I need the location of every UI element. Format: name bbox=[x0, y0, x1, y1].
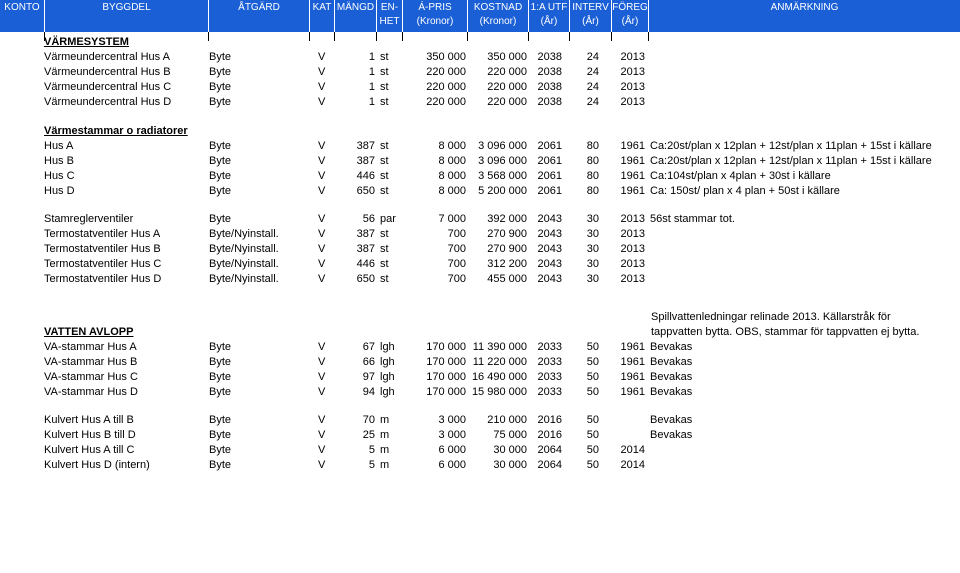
header-utf bbox=[528, 0, 569, 32]
cell-enhet: par bbox=[380, 213, 396, 225]
table-row bbox=[0, 257, 960, 272]
cell-anm: Bevakas bbox=[650, 414, 693, 426]
cell-apris: 700 bbox=[447, 273, 466, 285]
cell-byggdel: VA-stammar Hus A bbox=[44, 341, 137, 353]
cell-kat: V bbox=[318, 81, 326, 93]
cell-kostnad: 210 000 bbox=[487, 414, 527, 426]
cell-kat: V bbox=[318, 66, 326, 78]
cell-foreg: 2013 bbox=[620, 258, 645, 270]
cell-kat: V bbox=[318, 356, 326, 368]
cell-atgard: Byte bbox=[209, 81, 232, 93]
va-note-line1: Spillvattenledningar relinade 2013. Källarstråk för bbox=[651, 311, 891, 323]
header-byggdel-label: BYGGDEL bbox=[102, 2, 151, 13]
cell-utf: 2043 bbox=[537, 258, 562, 270]
cell-apris: 8 000 bbox=[438, 155, 466, 167]
cell-byggdel: Termostatventiler Hus C bbox=[44, 258, 162, 270]
cell-foreg: 1961 bbox=[620, 371, 645, 383]
column-separator bbox=[648, 32, 649, 41]
cell-interv: 30 bbox=[586, 243, 599, 255]
table-row bbox=[0, 272, 960, 287]
cell-enhet: st bbox=[380, 155, 389, 167]
cell-atgard: Byte bbox=[209, 371, 232, 383]
cell-apris: 700 bbox=[447, 228, 466, 240]
cell-enhet: st bbox=[380, 81, 389, 93]
cell-interv: 24 bbox=[586, 96, 599, 108]
header-interv bbox=[569, 0, 611, 32]
cell-apris: 170 000 bbox=[426, 341, 466, 353]
cell-kostnad: 270 900 bbox=[487, 228, 527, 240]
cell-anm: Ca:20st/plan x 12plan + 12st/plan x 11plan + 15st i källare bbox=[650, 155, 932, 167]
cell-kat: V bbox=[318, 213, 326, 225]
cell-interv: 50 bbox=[586, 341, 599, 353]
cell-mangd: 387 bbox=[356, 228, 375, 240]
cell-mangd: 25 bbox=[362, 429, 375, 441]
cell-byggdel: Värmeundercentral Hus A bbox=[44, 51, 170, 63]
cell-foreg: 2014 bbox=[620, 459, 645, 471]
header-foreg bbox=[611, 0, 648, 32]
cell-atgard: Byte bbox=[209, 155, 232, 167]
cell-atgard: Byte bbox=[209, 185, 232, 197]
cell-apris: 700 bbox=[447, 243, 466, 255]
cell-interv: 50 bbox=[586, 444, 599, 456]
table-row bbox=[0, 458, 960, 473]
header-konto-label: KONTO bbox=[4, 2, 40, 13]
cell-kat: V bbox=[318, 96, 326, 108]
cell-kostnad: 220 000 bbox=[487, 81, 527, 93]
cell-atgard: Byte bbox=[209, 140, 232, 152]
cell-atgard: Byte bbox=[209, 444, 232, 456]
cell-kostnad: 3 096 000 bbox=[478, 155, 527, 167]
cell-utf: 2043 bbox=[537, 243, 562, 255]
cell-apris: 220 000 bbox=[426, 81, 466, 93]
cell-utf: 2043 bbox=[537, 213, 562, 225]
cell-atgard: Byte bbox=[209, 459, 232, 471]
cell-atgard: Byte bbox=[209, 96, 232, 108]
table-row bbox=[0, 169, 960, 184]
cell-foreg: 1961 bbox=[620, 185, 645, 197]
header-kostnad bbox=[467, 0, 528, 32]
cell-foreg: 1961 bbox=[620, 170, 645, 182]
header-enhet-line2: HET bbox=[379, 16, 400, 27]
table-row bbox=[0, 340, 960, 355]
table-row bbox=[0, 95, 960, 110]
header-kat-label: KAT bbox=[312, 2, 332, 13]
cell-kat: V bbox=[318, 243, 326, 255]
cell-apris: 700 bbox=[447, 258, 466, 270]
header-atgard-label: ÅTGÄRD bbox=[238, 2, 280, 13]
cell-kat: V bbox=[318, 429, 326, 441]
cell-byggdel: Hus B bbox=[44, 155, 74, 167]
column-separator bbox=[528, 32, 529, 41]
cell-foreg: 2014 bbox=[620, 444, 645, 456]
cell-apris: 8 000 bbox=[438, 185, 466, 197]
cell-utf: 2033 bbox=[537, 356, 562, 368]
cell-foreg: 2013 bbox=[620, 81, 645, 93]
cell-mangd: 650 bbox=[356, 273, 375, 285]
table-row bbox=[0, 370, 960, 385]
cell-enhet: st bbox=[380, 51, 389, 63]
table-row bbox=[0, 80, 960, 95]
header-apris bbox=[402, 0, 467, 32]
cell-mangd: 446 bbox=[356, 258, 375, 270]
table-row bbox=[0, 212, 960, 227]
cell-byggdel: Termostatventiler Hus D bbox=[44, 273, 162, 285]
cell-foreg: 2013 bbox=[620, 66, 645, 78]
section-varmesystem: VÄRMESYSTEM bbox=[44, 36, 129, 48]
cell-byggdel: Kulvert Hus A till B bbox=[44, 414, 134, 426]
cell-atgard: Byte/Nyinstall. bbox=[209, 228, 279, 240]
cell-kostnad: 3 568 000 bbox=[478, 170, 527, 182]
header-foreg-line1: FÖREG bbox=[612, 2, 648, 13]
cell-kostnad: 455 000 bbox=[487, 273, 527, 285]
cell-interv: 50 bbox=[586, 371, 599, 383]
cell-kat: V bbox=[318, 371, 326, 383]
column-separator bbox=[402, 32, 403, 41]
table-row bbox=[0, 65, 960, 80]
cell-anm: Ca:104st/plan x 4plan + 30st i källare bbox=[650, 170, 831, 182]
cell-apris: 3 000 bbox=[438, 429, 466, 441]
cell-kat: V bbox=[318, 185, 326, 197]
cell-mangd: 1 bbox=[368, 96, 375, 108]
header-interv-line1: INTERV bbox=[572, 2, 609, 13]
cell-mangd: 1 bbox=[368, 51, 375, 63]
header-mangd-label: MÄNGD bbox=[336, 2, 375, 13]
header-interv-line2: (År) bbox=[582, 16, 599, 27]
cell-kostnad: 392 000 bbox=[487, 213, 527, 225]
cell-utf: 2043 bbox=[537, 228, 562, 240]
cell-apris: 8 000 bbox=[438, 170, 466, 182]
cell-kostnad: 5 200 000 bbox=[478, 185, 527, 197]
cell-kat: V bbox=[318, 258, 326, 270]
cell-atgard: Byte bbox=[209, 414, 232, 426]
cell-apris: 170 000 bbox=[426, 386, 466, 398]
cell-byggdel: VA-stammar Hus B bbox=[44, 356, 138, 368]
header-apris-line2: (Kronor) bbox=[416, 16, 454, 27]
cell-interv: 80 bbox=[586, 140, 599, 152]
cell-apris: 8 000 bbox=[438, 140, 466, 152]
cell-mangd: 387 bbox=[356, 243, 375, 255]
cell-kat: V bbox=[318, 459, 326, 471]
table-row bbox=[0, 385, 960, 400]
cell-anm: Bevakas bbox=[650, 371, 693, 383]
cell-interv: 50 bbox=[586, 459, 599, 471]
cell-kat: V bbox=[318, 51, 326, 63]
cell-apris: 6 000 bbox=[438, 444, 466, 456]
cell-mangd: 1 bbox=[368, 81, 375, 93]
cell-kostnad: 220 000 bbox=[487, 66, 527, 78]
column-separator bbox=[611, 32, 612, 41]
cell-utf: 2061 bbox=[537, 140, 562, 152]
cell-interv: 80 bbox=[586, 185, 599, 197]
cell-atgard: Byte bbox=[209, 51, 232, 63]
cell-byggdel: Hus A bbox=[44, 140, 74, 152]
table-row bbox=[0, 139, 960, 154]
cell-atgard: Byte bbox=[209, 356, 232, 368]
table-row bbox=[0, 50, 960, 65]
cell-utf: 2016 bbox=[537, 429, 562, 441]
cell-byggdel: Kulvert Hus A till C bbox=[44, 444, 135, 456]
cell-kostnad: 30 000 bbox=[493, 459, 527, 471]
table-row bbox=[0, 184, 960, 199]
cell-mangd: 66 bbox=[362, 356, 375, 368]
header-enhet-line1: EN- bbox=[380, 2, 399, 13]
cell-byggdel: Värmeundercentral Hus C bbox=[44, 81, 172, 93]
cell-utf: 2061 bbox=[537, 155, 562, 167]
cell-enhet: lgh bbox=[380, 386, 395, 398]
cell-mangd: 97 bbox=[362, 371, 375, 383]
cell-mangd: 1 bbox=[368, 66, 375, 78]
cell-utf: 2033 bbox=[537, 341, 562, 353]
cell-kat: V bbox=[318, 273, 326, 285]
cell-mangd: 446 bbox=[356, 170, 375, 182]
cell-interv: 50 bbox=[586, 414, 599, 426]
column-separator bbox=[376, 32, 377, 41]
cell-foreg: 1961 bbox=[620, 140, 645, 152]
cell-mangd: 94 bbox=[362, 386, 375, 398]
cell-utf: 2043 bbox=[537, 273, 562, 285]
cell-mangd: 5 bbox=[368, 459, 375, 471]
cell-enhet: st bbox=[380, 258, 389, 270]
cell-mangd: 67 bbox=[362, 341, 375, 353]
header-utf-line1: 1:A UTF bbox=[530, 2, 568, 13]
cell-mangd: 387 bbox=[356, 155, 375, 167]
cell-utf: 2038 bbox=[537, 81, 562, 93]
cell-anm: Ca:20st/plan x 12plan + 12st/plan x 11plan + 15st i källare bbox=[650, 140, 932, 152]
cell-apris: 7 000 bbox=[438, 213, 466, 225]
cell-mangd: 5 bbox=[368, 444, 375, 456]
cell-utf: 2061 bbox=[537, 170, 562, 182]
cell-anm: Bevakas bbox=[650, 386, 693, 398]
cell-kostnad: 312 200 bbox=[487, 258, 527, 270]
cell-mangd: 56 bbox=[362, 213, 375, 225]
header-kostnad-line2: (Kronor) bbox=[479, 16, 517, 27]
cell-utf: 2016 bbox=[537, 414, 562, 426]
cell-kat: V bbox=[318, 155, 326, 167]
cell-enhet: st bbox=[380, 96, 389, 108]
cell-atgard: Byte bbox=[209, 386, 232, 398]
cell-byggdel: Värmeundercentral Hus D bbox=[44, 96, 172, 108]
cell-kostnad: 11 390 000 bbox=[472, 341, 527, 353]
cell-interv: 80 bbox=[586, 170, 599, 182]
cell-utf: 2038 bbox=[537, 96, 562, 108]
cell-utf: 2064 bbox=[537, 444, 562, 456]
table-row bbox=[0, 413, 960, 428]
cell-kat: V bbox=[318, 444, 326, 456]
cell-atgard: Byte bbox=[209, 66, 232, 78]
header-konto bbox=[0, 0, 44, 32]
cell-kostnad: 3 096 000 bbox=[478, 140, 527, 152]
cell-byggdel: Värmeundercentral Hus B bbox=[44, 66, 171, 78]
cell-kat: V bbox=[318, 170, 326, 182]
cell-apris: 350 000 bbox=[426, 51, 466, 63]
cell-kat: V bbox=[318, 386, 326, 398]
column-separator bbox=[309, 32, 310, 41]
cell-utf: 2038 bbox=[537, 51, 562, 63]
cell-enhet: lgh bbox=[380, 341, 395, 353]
cell-foreg: 1961 bbox=[620, 386, 645, 398]
table-row bbox=[0, 428, 960, 443]
header-mangd bbox=[334, 0, 376, 32]
table-row bbox=[0, 154, 960, 169]
cell-mangd: 650 bbox=[356, 185, 375, 197]
cell-enhet: st bbox=[380, 66, 389, 78]
cell-enhet: lgh bbox=[380, 371, 395, 383]
cell-interv: 24 bbox=[586, 66, 599, 78]
cell-enhet: st bbox=[380, 170, 389, 182]
cell-kostnad: 16 490 000 bbox=[471, 371, 527, 383]
cell-anm: 56st stammar tot. bbox=[650, 213, 735, 225]
cell-mangd: 387 bbox=[356, 140, 375, 152]
cell-utf: 2064 bbox=[537, 459, 562, 471]
cell-interv: 50 bbox=[586, 386, 599, 398]
cell-interv: 50 bbox=[586, 429, 599, 441]
column-separator bbox=[208, 32, 209, 41]
cell-foreg: 2013 bbox=[620, 51, 645, 63]
cell-apris: 220 000 bbox=[426, 66, 466, 78]
cell-interv: 24 bbox=[586, 81, 599, 93]
cell-apris: 220 000 bbox=[426, 96, 466, 108]
cell-byggdel: Kulvert Hus D (intern) bbox=[44, 459, 150, 471]
cell-utf: 2033 bbox=[537, 371, 562, 383]
cell-kat: V bbox=[318, 341, 326, 353]
column-separator bbox=[467, 32, 468, 41]
cell-kostnad: 11 220 000 bbox=[472, 356, 527, 368]
cell-enhet: st bbox=[380, 185, 389, 197]
cell-enhet: m bbox=[380, 414, 390, 426]
cell-utf: 2038 bbox=[537, 66, 562, 78]
cell-interv: 30 bbox=[586, 228, 599, 240]
cell-enhet: m bbox=[380, 429, 390, 441]
cell-anm: Ca: 150st/ plan x 4 plan + 50st i källare bbox=[650, 185, 840, 197]
cell-kostnad: 75 000 bbox=[493, 429, 527, 441]
cell-atgard: Byte bbox=[209, 213, 232, 225]
cell-anm: Bevakas bbox=[650, 341, 693, 353]
header-utf-line2: (År) bbox=[540, 16, 558, 27]
cell-kostnad: 350 000 bbox=[487, 51, 527, 63]
cell-atgard: Byte bbox=[209, 170, 232, 182]
column-separator bbox=[569, 32, 570, 41]
cell-utf: 2061 bbox=[537, 185, 562, 197]
cell-byggdel: Hus D bbox=[44, 185, 75, 197]
section-varmestammar: Värmestammar o radiatorer bbox=[44, 125, 188, 137]
cell-interv: 80 bbox=[586, 155, 599, 167]
cell-byggdel: VA-stammar Hus D bbox=[44, 386, 138, 398]
cell-foreg: 2013 bbox=[620, 96, 645, 108]
header-atgard bbox=[208, 0, 309, 32]
cell-interv: 30 bbox=[586, 213, 599, 225]
cell-enhet: st bbox=[380, 228, 389, 240]
cell-apris: 170 000 bbox=[426, 371, 466, 383]
cell-atgard: Byte/Nyinstall. bbox=[209, 258, 279, 270]
header-anmarkning-label: ANMÄRKNING bbox=[770, 2, 839, 13]
cell-apris: 170 000 bbox=[426, 356, 466, 368]
va-note-line2: tappvatten bytta. OBS, stammar för tappvatten ej bytta. bbox=[651, 326, 920, 338]
cell-atgard: Byte/Nyinstall. bbox=[209, 273, 279, 285]
cell-interv: 50 bbox=[586, 356, 599, 368]
cell-enhet: st bbox=[380, 243, 389, 255]
cell-byggdel: Termostatventiler Hus B bbox=[44, 243, 161, 255]
cell-enhet: st bbox=[380, 273, 389, 285]
cell-kat: V bbox=[318, 228, 326, 240]
cell-kostnad: 270 900 bbox=[487, 243, 527, 255]
cell-byggdel: Termostatventiler Hus A bbox=[44, 228, 161, 240]
header-kostnad-line1: KOSTNAD bbox=[473, 2, 523, 13]
table-row bbox=[0, 355, 960, 370]
header-byggdel bbox=[44, 0, 208, 32]
header-foreg-line2: (År) bbox=[621, 16, 639, 27]
cell-foreg: 2013 bbox=[620, 243, 645, 255]
cell-utf: 2033 bbox=[537, 386, 562, 398]
column-separator bbox=[334, 32, 335, 41]
cell-kat: V bbox=[318, 140, 326, 152]
cell-foreg: 1961 bbox=[620, 356, 645, 368]
cell-kostnad: 30 000 bbox=[493, 444, 527, 456]
header-enhet bbox=[376, 0, 402, 32]
cell-enhet: lgh bbox=[380, 356, 395, 368]
cell-foreg: 2013 bbox=[620, 273, 645, 285]
cell-interv: 30 bbox=[586, 258, 599, 270]
cell-byggdel: VA-stammar Hus C bbox=[44, 371, 138, 383]
cell-atgard: Byte bbox=[209, 341, 232, 353]
section-vatten-avlopp: VATTEN AVLOPP bbox=[44, 326, 134, 338]
cell-foreg: 2013 bbox=[620, 213, 645, 225]
cell-enhet: st bbox=[380, 140, 389, 152]
table-row bbox=[0, 227, 960, 242]
cell-byggdel: Kulvert Hus B till D bbox=[44, 429, 136, 441]
cell-foreg: 1961 bbox=[620, 155, 645, 167]
header-apris-line1: Á-PRIS bbox=[418, 2, 452, 13]
cell-kostnad: 15 980 000 bbox=[471, 386, 527, 398]
cell-mangd: 70 bbox=[362, 414, 375, 426]
cell-interv: 30 bbox=[586, 273, 599, 285]
cell-byggdel: Hus C bbox=[44, 170, 75, 182]
cell-enhet: m bbox=[380, 459, 390, 471]
cell-atgard: Byte bbox=[209, 429, 232, 441]
cell-enhet: m bbox=[380, 444, 390, 456]
cell-atgard: Byte/Nyinstall. bbox=[209, 243, 279, 255]
cell-anm: Bevakas bbox=[650, 356, 693, 368]
cell-kat: V bbox=[318, 414, 326, 426]
header-kat bbox=[309, 0, 334, 32]
cell-apris: 3 000 bbox=[438, 414, 466, 426]
cell-foreg: 1961 bbox=[620, 341, 645, 353]
cell-byggdel: Stamreglerventiler bbox=[44, 213, 134, 225]
cell-kostnad: 220 000 bbox=[487, 96, 527, 108]
table-row bbox=[0, 443, 960, 458]
cell-foreg: 2013 bbox=[620, 228, 645, 240]
cell-anm: Bevakas bbox=[650, 429, 693, 441]
cell-interv: 24 bbox=[586, 51, 599, 63]
header-anmarkning bbox=[648, 0, 960, 32]
cell-apris: 6 000 bbox=[438, 459, 466, 471]
table-row bbox=[0, 242, 960, 257]
